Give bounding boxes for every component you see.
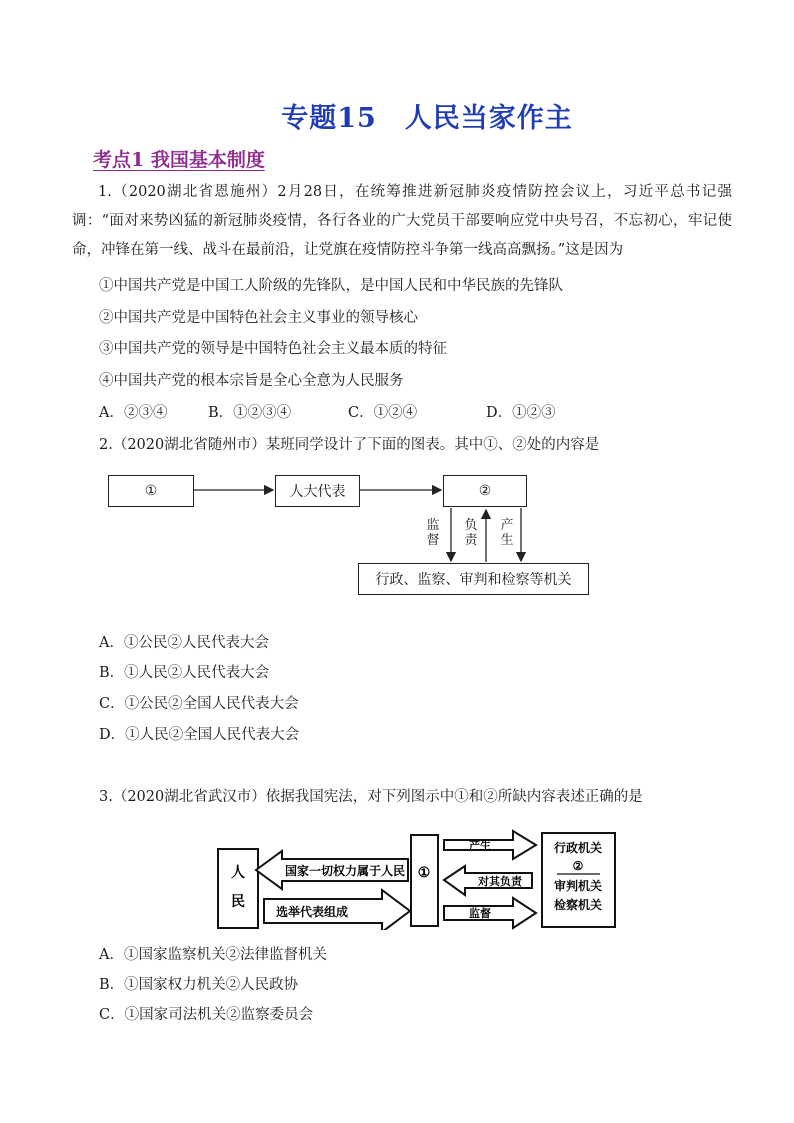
q1-option-b[interactable]: B．①②③④	[208, 405, 292, 421]
q2-option-b[interactable]: B．①人民②人民代表大会	[99, 665, 270, 681]
q1-statement-3: ③中国共产党的领导是中国特色社会主义最本质的特征	[99, 341, 447, 357]
q3-center-label: ①	[417, 865, 431, 881]
q1-option-c[interactable]: C．①②④	[348, 405, 418, 421]
q2-label-responsible: 负 责	[464, 518, 478, 548]
q3-option-a[interactable]: A．①国家监察机关②法律监督机关	[99, 947, 327, 963]
q3-people-char1: 人	[231, 865, 245, 881]
q3-organ-2: ②	[572, 859, 584, 873]
q2-option-d[interactable]: D．①人民②全国人民代表大会	[99, 727, 300, 743]
q3-arrow-produce-label: 产生	[469, 839, 491, 852]
q2-option-a[interactable]: A．①公民②人民代表大会	[99, 635, 269, 651]
q3-arrow-responsible-label: 对其负责	[478, 875, 522, 888]
q2-label-supervise: 监 督	[426, 518, 440, 548]
q1-statement-1: ①中国共产党是中国工人阶级的先锋队，是中国人民和中华民族的先锋队	[99, 278, 563, 294]
page-title: 专题15 人民当家作主	[281, 103, 573, 134]
q2-box-4: 行政、监察、审判和检察等机关	[358, 563, 589, 595]
q3-option-b[interactable]: B．①国家权力机关②人民政协	[99, 977, 299, 993]
q2-box-2: 人大代表	[275, 475, 360, 507]
q1-option-d[interactable]: D．①②③	[486, 405, 556, 421]
q1-option-a[interactable]: A．②③④	[99, 405, 168, 421]
q2-label-produce: 产 生	[500, 518, 514, 548]
q3-diagram	[212, 828, 620, 930]
q3-people-box	[218, 849, 258, 928]
q1-statement-2: ②中国共产党是中国特色社会主义事业的领导核心	[99, 310, 418, 326]
q2-box-1: ①	[108, 475, 194, 507]
q3-stem: 3.（2020湖北省武汉市）依据我国宪法，对下列图示中①和②所缺内容表述正确的是	[99, 789, 643, 805]
q3-organ-1: 行政机关	[553, 841, 603, 855]
q2-option-c[interactable]: C．①公民②全国人民代表大会	[99, 696, 299, 712]
q1-statement-4: ④中国共产党的根本宗旨是全心全意为人民服务	[99, 373, 404, 389]
q3-organ-3: 审判机关	[553, 879, 603, 893]
q2-stem: 2.（2020湖北省随州市）某班同学设计了下面的图表。其中①、②处的内容是	[99, 437, 600, 453]
q3-people-char2: 民	[231, 894, 245, 910]
q3-arrow-power-label: 国家一切权力属于人民	[284, 864, 406, 878]
q3-organ-4: 检察机关	[553, 898, 603, 912]
q3-option-c[interactable]: C．①国家司法机关②监察委员会	[99, 1007, 314, 1023]
q3-arrow-elect-label: 选举代表组成	[275, 905, 349, 919]
q2-flow-diagram	[100, 470, 600, 600]
q2-box-3: ②	[443, 475, 527, 507]
q1-stem: 1.（2020湖北省恩施州）2月28日，在统筹推进新冠肺炎疫情防控会议上，习近平总书记强调：“面对来势凶猛的新冠肺炎疫情，各行各业的广大党员干部要响应党中央号召，不忘初心，牢记使命，冲锋在第一线、战斗在最前沿，让党旗在疫情防控斗争第一线高高飘扬。”这是因为	[72, 184, 732, 258]
section-heading: 考点1 我国基本制度	[93, 149, 265, 171]
q3-arrow-supervise-label: 监督	[469, 907, 491, 920]
